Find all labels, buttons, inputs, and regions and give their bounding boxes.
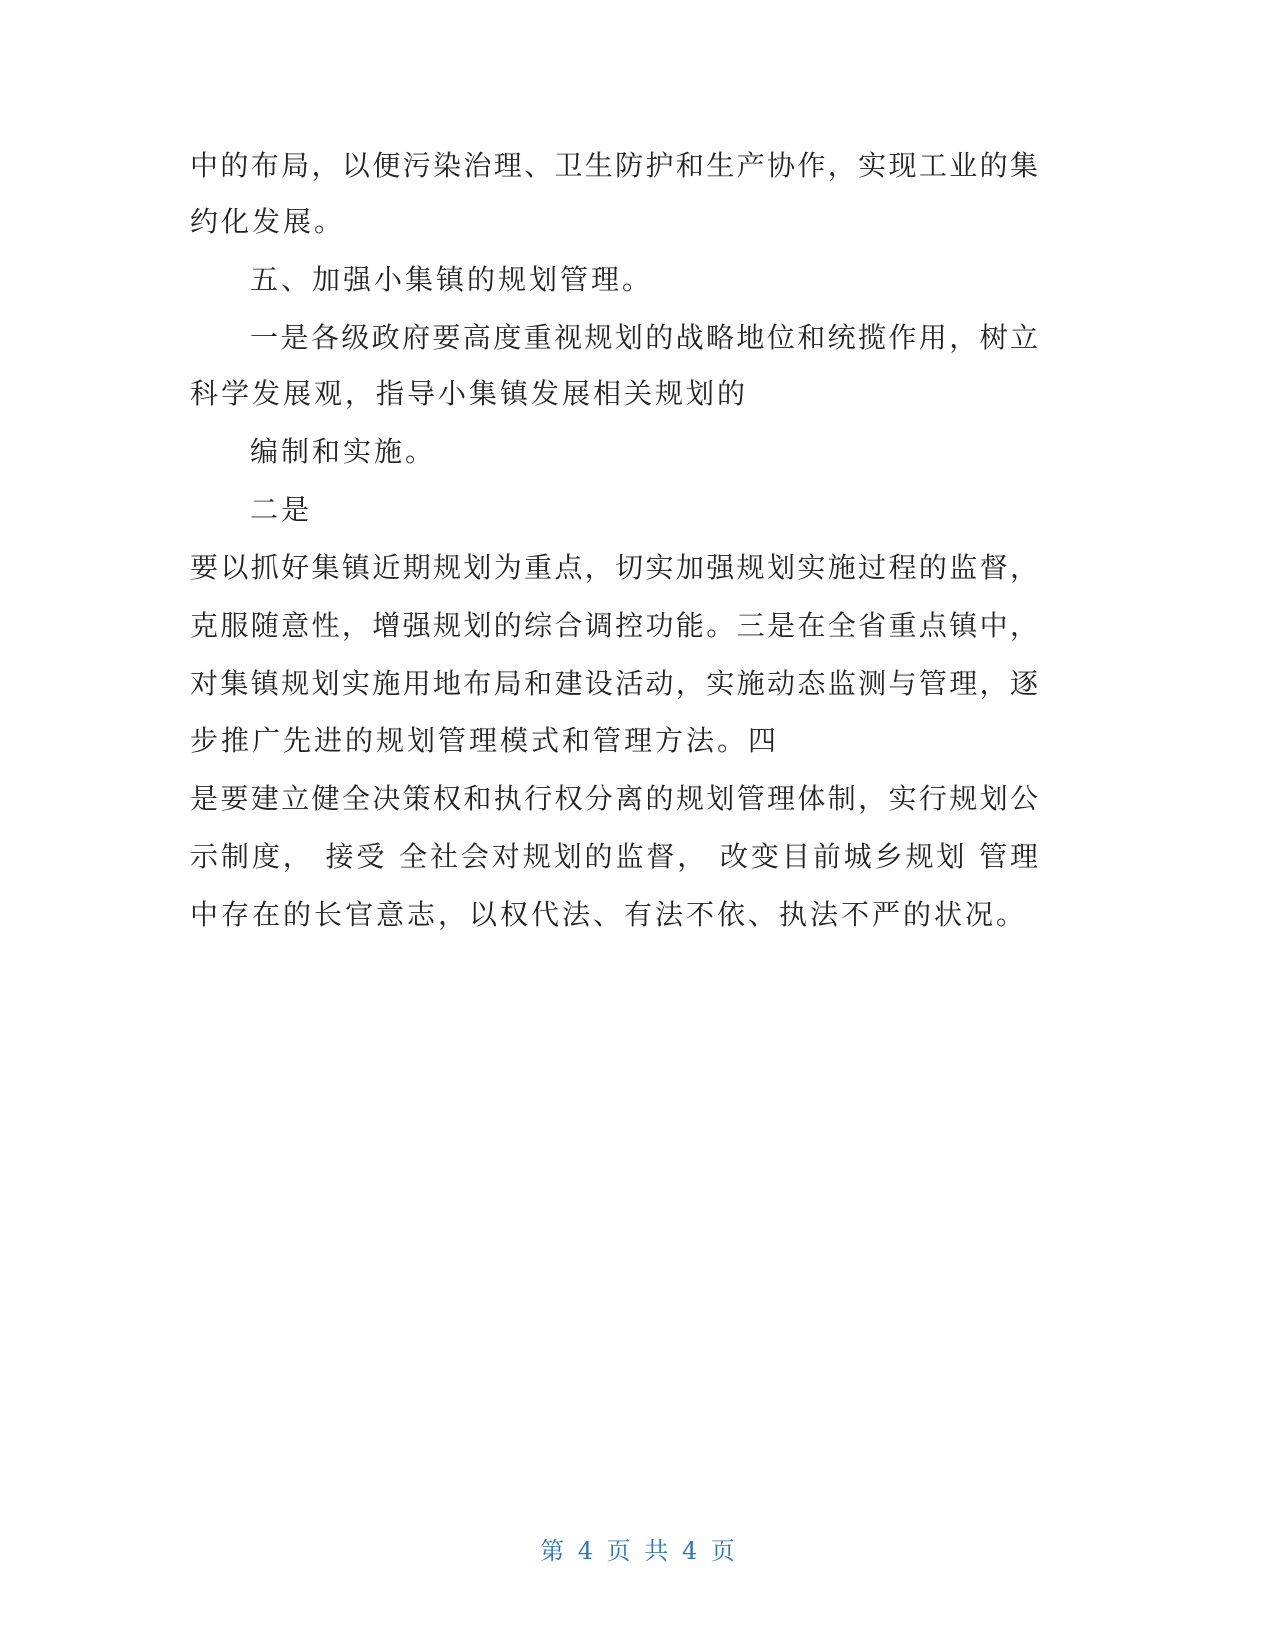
text-line: 是要建立健全决策权和执行权分离的规划管理体制，实行规划公 [190, 782, 1040, 815]
text-line: 中存在的长官意志，以权代法、有法不依、执法不严的状况。 [190, 898, 1028, 931]
text-line: 中的布局，以便污染治理、卫生防护和生产协作，实现工业的集 [190, 149, 1040, 182]
text-line: 步推广先进的规划管理模式和管理方法。四 [190, 724, 780, 757]
section-heading: 五、加强小集镇的规划管理。 [250, 263, 654, 296]
text-line: 克服随意性，增强规划的综合调控功能。三是在全省重点镇中， [190, 609, 1040, 642]
text-line: 示制度， 接受 全社会对规划的监督， 改变目前城乡规划 管理 [190, 840, 1040, 873]
page-number-footer: 第 4 页 共 4 页 [540, 1537, 735, 1565]
text-line: 二是 [250, 493, 313, 526]
text-line: 编制和实施。 [250, 435, 437, 468]
text-line: 一是各级政府要高度重视规划的战略地位和统揽作用，树立 [250, 321, 1040, 354]
text-line: 科学发展观，指导小集镇发展相关规划的 [190, 377, 749, 410]
text-line: 约化发展。 [190, 205, 346, 238]
text-line: 对集镇规划实施用地布局和建设活动，实施动态监测与管理，逐 [190, 667, 1040, 700]
text-line: 要以抓好集镇近期规划为重点，切实加强规划实施过程的监督， [190, 551, 1040, 584]
